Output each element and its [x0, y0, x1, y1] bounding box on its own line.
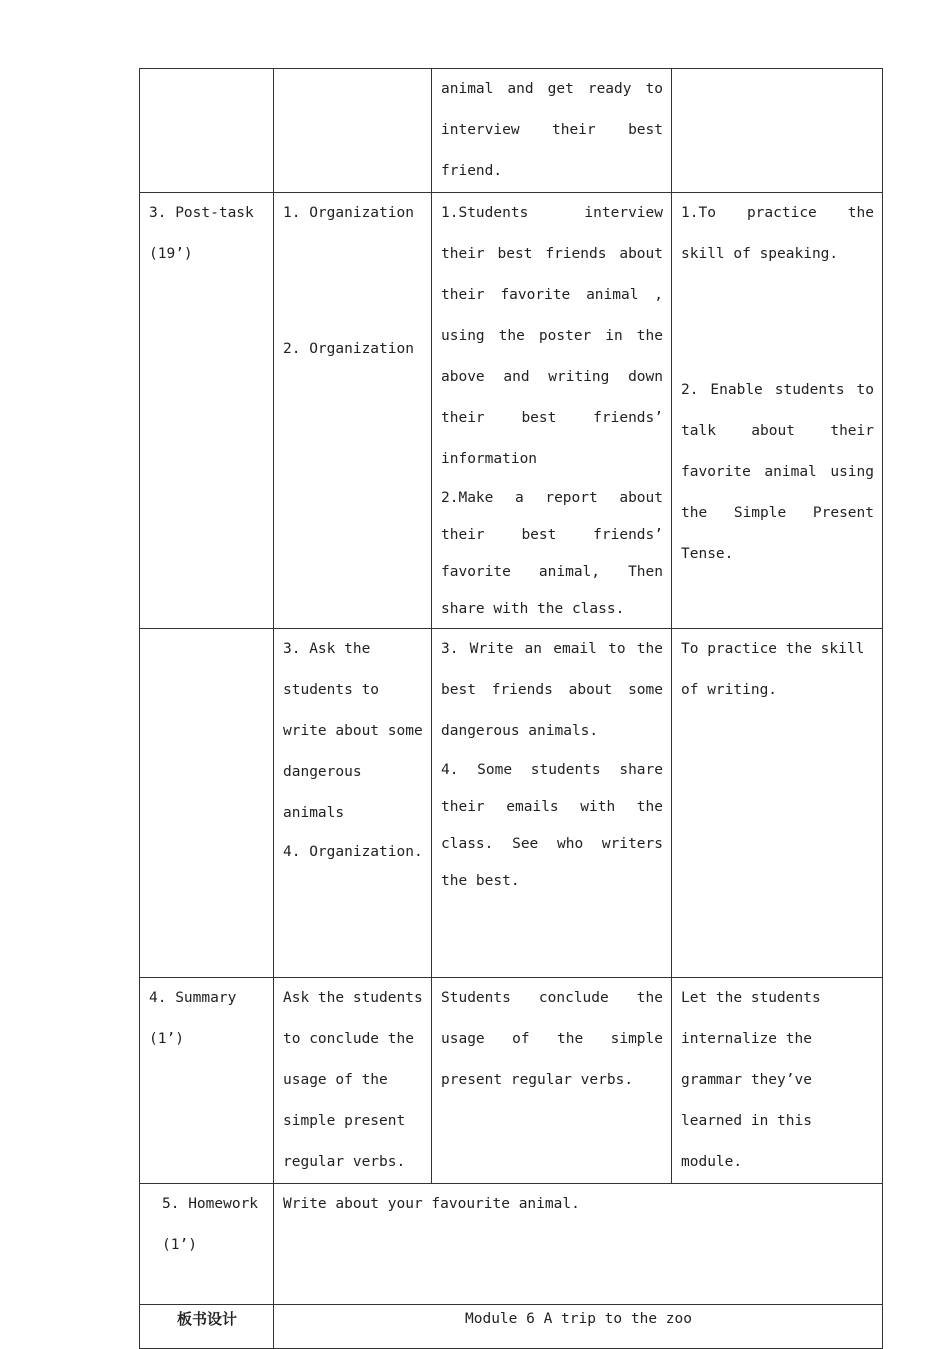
teacher-activity-item: 3. Ask the students to write about some dangerous animals [283, 641, 423, 821]
table-row [140, 978, 883, 1184]
student-activity-item: 2.Make a report about their best friends’ favorite animal, Then share with the class. [441, 490, 663, 617]
purpose-cell [672, 69, 883, 193]
table-row [140, 69, 883, 193]
student-activity-cell: animal and get ready to interview their best friend. [432, 69, 672, 193]
student-activity-cell [432, 193, 672, 629]
purpose-item: 1.To practice the skill of speaking. [681, 205, 874, 262]
table-row [140, 1305, 883, 1349]
lesson-plan-table [139, 68, 883, 1349]
student-activity-item: 1.Students interview their best friends about their favorite animal , using the poster in the above and writing down their best friends’ information [441, 205, 663, 467]
purpose-item: 2. Enable students to talk about their favorite animal using the Simple Present Tense. [681, 382, 874, 562]
student-activity-cell: Students conclude the usage of the simple present regular verbs. [432, 978, 672, 1184]
teacher-activity-cell: Ask the students to conclude the usage of the simple present regular verbs. [274, 978, 432, 1184]
teacher-activity-item: 4. Organization. [283, 844, 423, 860]
table-row [140, 193, 883, 629]
stage-cell [140, 193, 274, 629]
stage-cell: 4. Summary (1’) [140, 978, 274, 1184]
table-row [140, 629, 883, 978]
stage-cell [140, 69, 274, 193]
stage-cell: 5. Homework (1’) [140, 1184, 274, 1305]
purpose-cell [672, 193, 883, 629]
table-row [140, 1184, 883, 1305]
purpose-cell: To practice the skill of writing. [672, 629, 883, 978]
teacher-activity-cell [274, 629, 432, 978]
teacher-activity-item: 1. Organization [283, 205, 414, 221]
homework-content-cell: Write about your favourite animal. [274, 1184, 883, 1305]
stage-label: 3. Post-task (19’) [149, 205, 254, 262]
purpose-cell: Let the students internalize the grammar they’ve learned in this module. [672, 978, 883, 1184]
student-activity-item: 3. Write an email to the best friends about some dangerous animals. [441, 641, 663, 739]
teacher-activity-item: 2. Organization [283, 341, 414, 357]
stage-cell [140, 629, 274, 978]
student-activity-cell [432, 629, 672, 978]
teacher-activity-cell [274, 69, 432, 193]
board-design-label: 板书设计 [140, 1305, 274, 1349]
board-design-content: Module 6 A trip to the zoo [274, 1305, 883, 1349]
teacher-activity-cell [274, 193, 432, 629]
student-activity-item: 4. Some students share their emails with the class. See who writers the best. [441, 762, 663, 889]
